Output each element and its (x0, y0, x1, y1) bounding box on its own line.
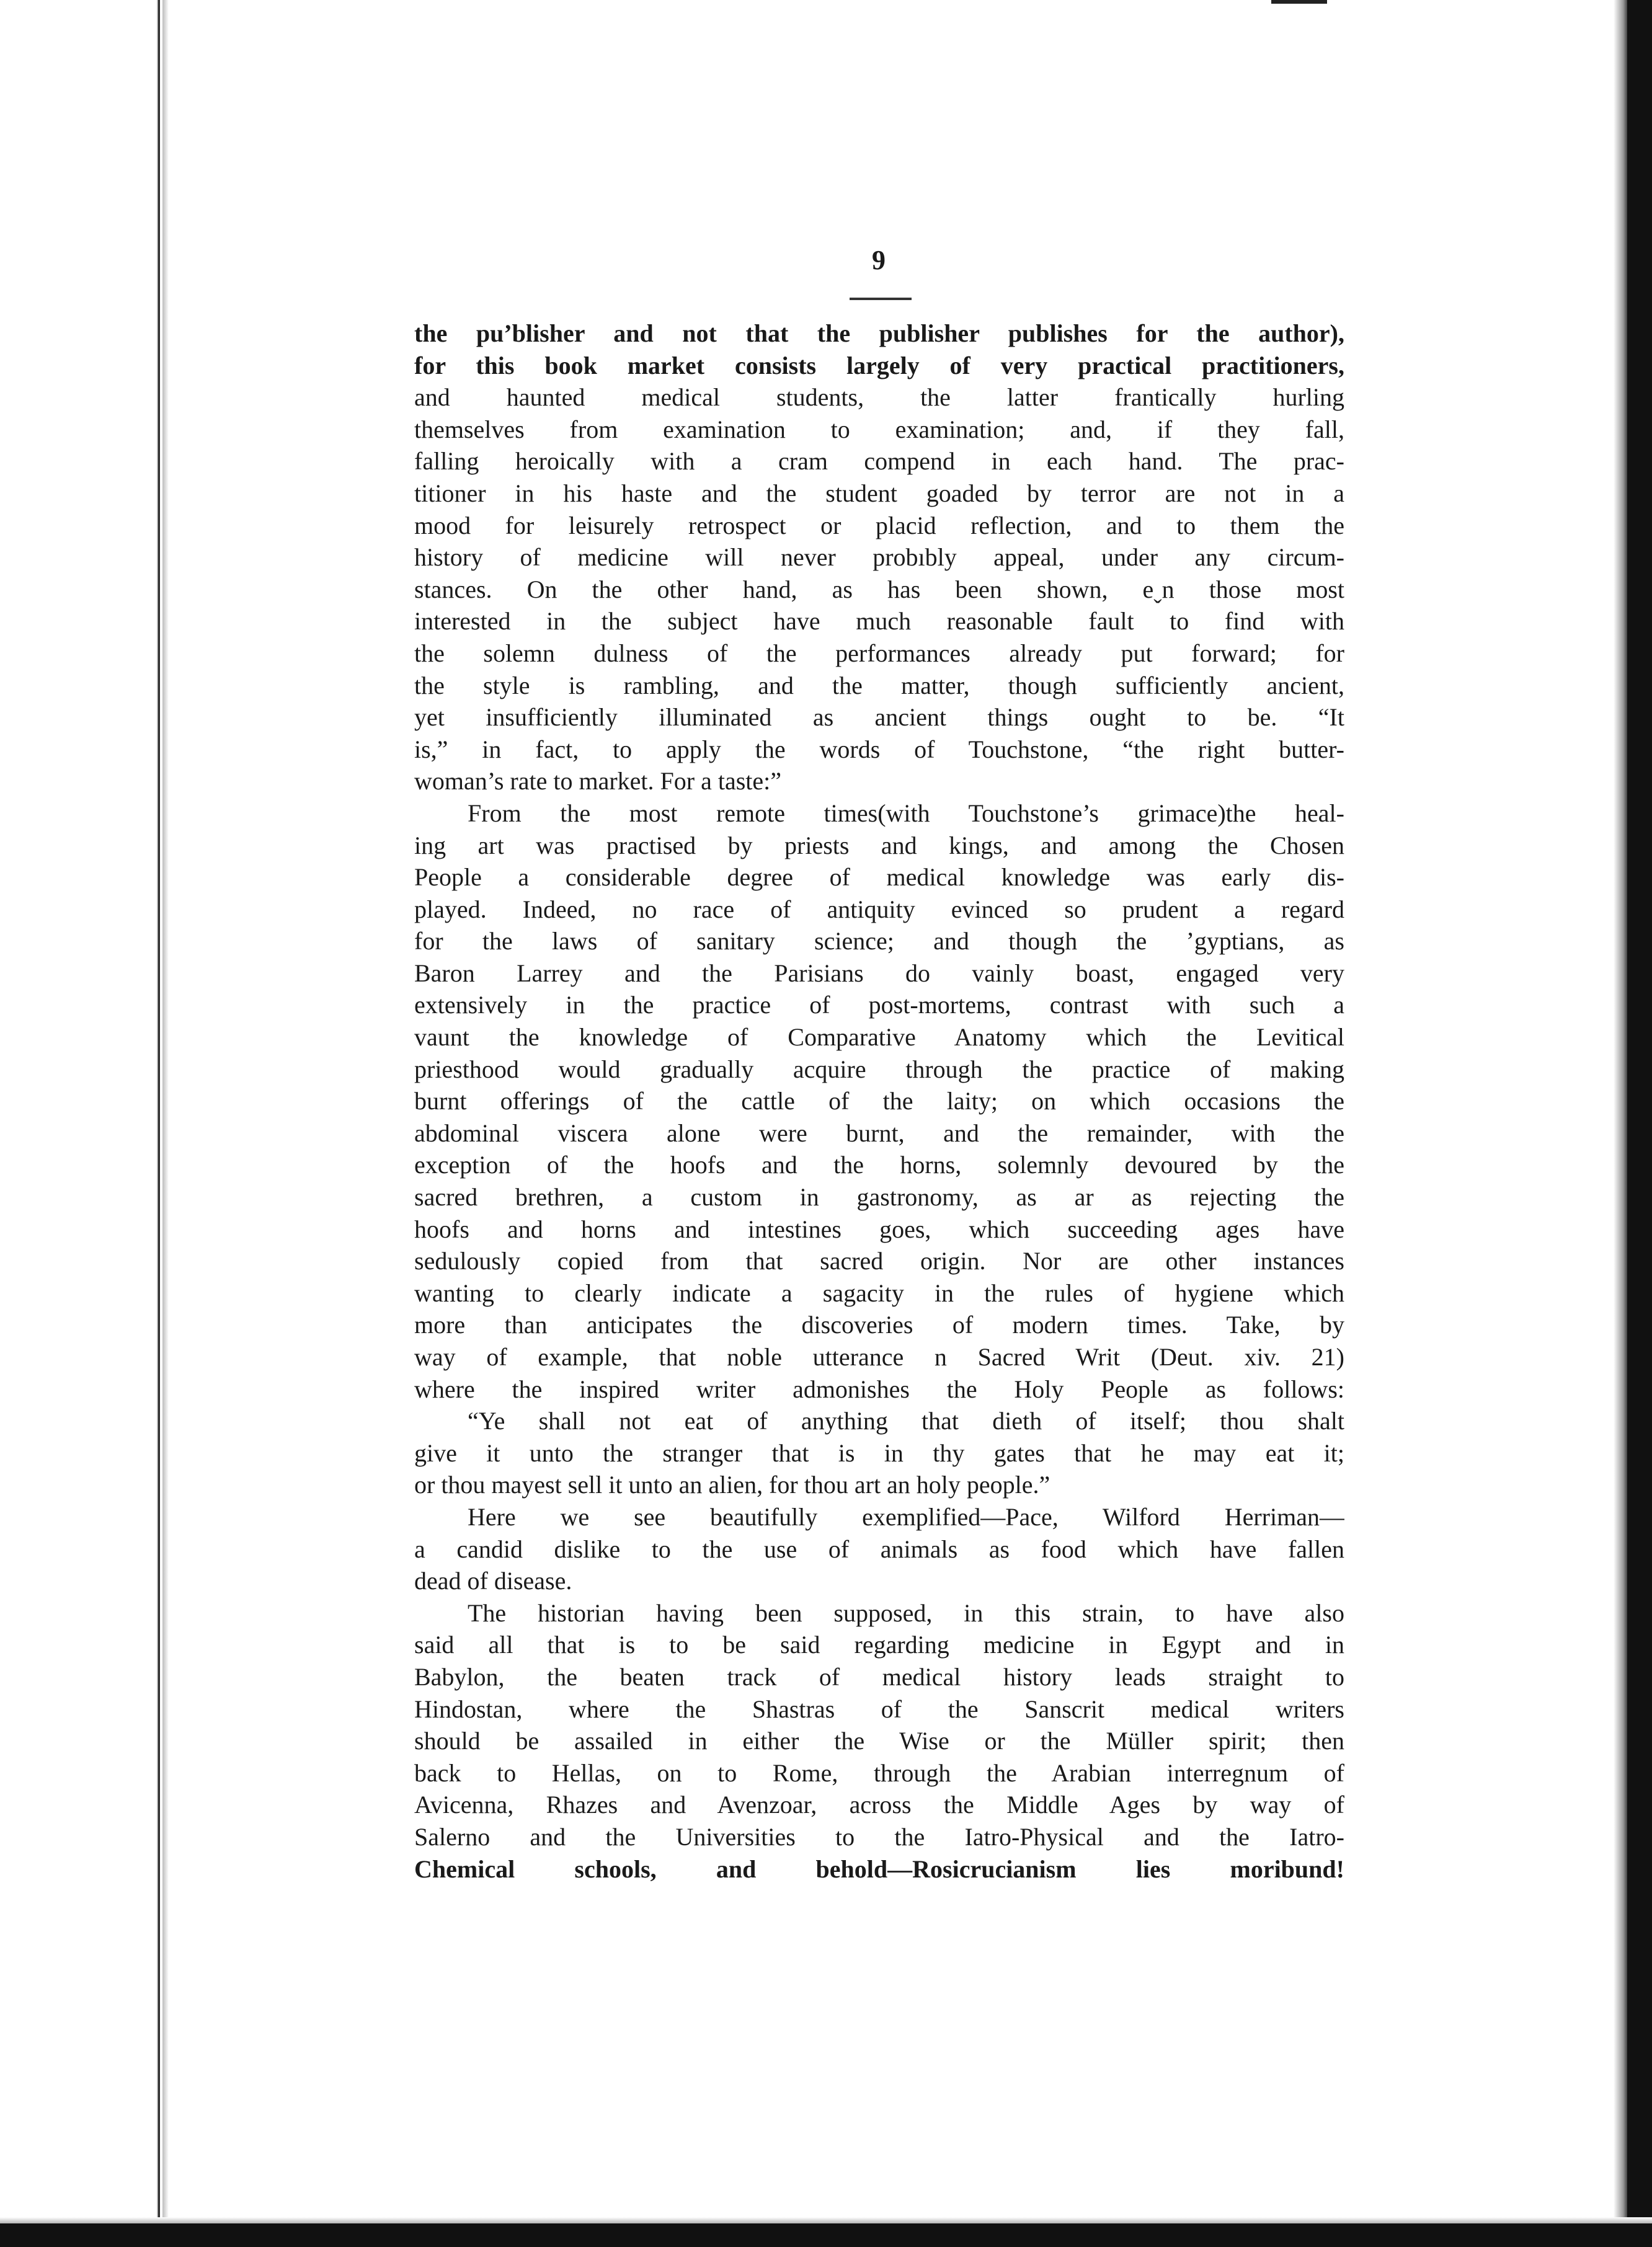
text-line: stances. On the other hand, as has been shown, eˬn those most (414, 575, 1344, 603)
text-line: Baron Larrey and the Parisians do vainly boast, engaged very (414, 959, 1344, 987)
text-line: ing art was practised by priests and kings, and among the Chosen (414, 831, 1344, 859)
page-bottom-edge (0, 2223, 1652, 2247)
body-text (414, 317, 1344, 1885)
text-line: The historian having been supposed, in this strain, to have also (468, 1598, 1344, 1627)
text-line: way of example, that noble utterance n Sacred Writ (Deut. xiv. 21) (414, 1343, 1344, 1371)
text-line: Avicenna, Rhazes and Avenzoar, across the Middle Ages by way of (414, 1791, 1344, 1819)
text-line: yet insufficiently illuminated as ancient things ought to be. “It (414, 703, 1344, 732)
text-line: more than anticipates the discoveries of modern times. Take, by (414, 1311, 1344, 1339)
text-line: Hindostan, where the Shastras of the Sanscrit medical writers (414, 1695, 1344, 1723)
text-line: vaunt the knowledge of Comparative Anatomy which the Levitical (414, 1023, 1344, 1052)
text-line: and haunted medical students, the latter frantically hurling (414, 383, 1344, 412)
text-line: history of medicine will never probıbly appeal, under any circum- (414, 543, 1344, 572)
page-right-edge (1627, 0, 1652, 2247)
text-line: should be assailed in either the Wise or the Müller spirit; then (414, 1727, 1344, 1755)
text-line: sedulously copied from that sacred origin. Nor are other instances (414, 1247, 1344, 1275)
text-line: “Ye shall not eat of anything that dieth of itself; thou shalt (468, 1407, 1344, 1435)
page-number: 9 (872, 245, 886, 275)
text-line: a candid dislike to the use of animals as food which have fallen (414, 1535, 1344, 1563)
text-line: extensively in the practice of post-mortems, contrast with such a (414, 991, 1344, 1019)
text-line: Here we see beautifully exemplified—Pace, Wilford Herriman— (468, 1502, 1344, 1531)
text-line: burnt offerings of the cattle of the laity; on which occasions the (414, 1087, 1344, 1115)
text-line: woman’s rate to market. For a taste:” (414, 767, 782, 796)
scan-top-mark (1271, 0, 1327, 4)
text-line: for this book market consists largely of very practical practitioners, (414, 351, 1344, 379)
text-line: sacred brethren, a custom in gastronomy, as ar as rejecting the (414, 1183, 1344, 1212)
text-line: said all that is to be said regarding medicine in Egypt and in (414, 1631, 1344, 1659)
text-line: priesthood would gradually acquire through the practice of making (414, 1055, 1344, 1083)
text-line: exception of the hoofs and the horns, solemnly devoured by the (414, 1151, 1344, 1179)
text-line: titioner in his haste and the student goaded by terror are not in a (414, 479, 1344, 507)
text-line: where the inspired writer admonishes the Holy People as follows: (414, 1375, 1344, 1403)
text-line: People a considerable degree of medical knowledge was early dis- (414, 863, 1344, 892)
page-left-edge (0, 0, 160, 2247)
page-bottom-shadow (0, 2217, 1652, 2223)
text-line: the style is rambling, and the matter, though sufficiently ancient, (414, 671, 1344, 699)
text-line: Salerno and the Universities to the Iatro-Physical and the Iatro- (414, 1822, 1344, 1851)
text-line: dead of disease. (414, 1567, 572, 1595)
page-number-rule (850, 298, 912, 300)
text-line: for the laws of sanitary science; and though the ’gyptians, as (414, 927, 1344, 955)
text-line: wanting to clearly indicate a sagacity in the rules of hygiene which (414, 1279, 1344, 1307)
text-line: is,” in fact, to apply the words of Touchstone, “the right butter- (414, 735, 1344, 763)
page-left-shadow (162, 0, 169, 2247)
text-line: Babylon, the beaten track of medical history leads straight to (414, 1662, 1344, 1691)
text-line: mood for leisurely retrospect or placid reflection, and to them the (414, 511, 1344, 539)
text-line: interested in the subject have much reasonable fault to find with (414, 607, 1344, 636)
text-line: hoofs and horns and intestines goes, which succeeding ages have (414, 1215, 1344, 1243)
text-line: From the most remote times(with Touchstone’s grimace)the heal- (468, 799, 1344, 827)
text-line: give it unto the stranger that is in thy gates that he may eat it; (414, 1438, 1344, 1467)
text-line: Chemical schools, and behold—Rosicrucianism lies moribund! (414, 1855, 1344, 1883)
text-line: back to Hellas, on to Rome, through the Arabian interregnum of (414, 1758, 1344, 1787)
text-line: the solemn dulness of the performances already put forward; for (414, 639, 1344, 667)
text-line: the pu’blisher and not that the publisher publishes for the author), (414, 319, 1344, 347)
text-line: falling heroically with a cram compend in each hand. The prac- (414, 447, 1344, 476)
text-line: themselves from examination to examination; and, if they fall, (414, 415, 1344, 443)
text-line: abdominal viscera alone were burnt, and the remainder, with the (414, 1119, 1344, 1147)
text-line: or thou mayest sell it unto an alien, for thou art an holy people.” (414, 1471, 1050, 1499)
text-line: played. Indeed, no race of antiquity evinced so prudent a regard (414, 895, 1344, 923)
page-right-shadow (1614, 0, 1627, 2247)
